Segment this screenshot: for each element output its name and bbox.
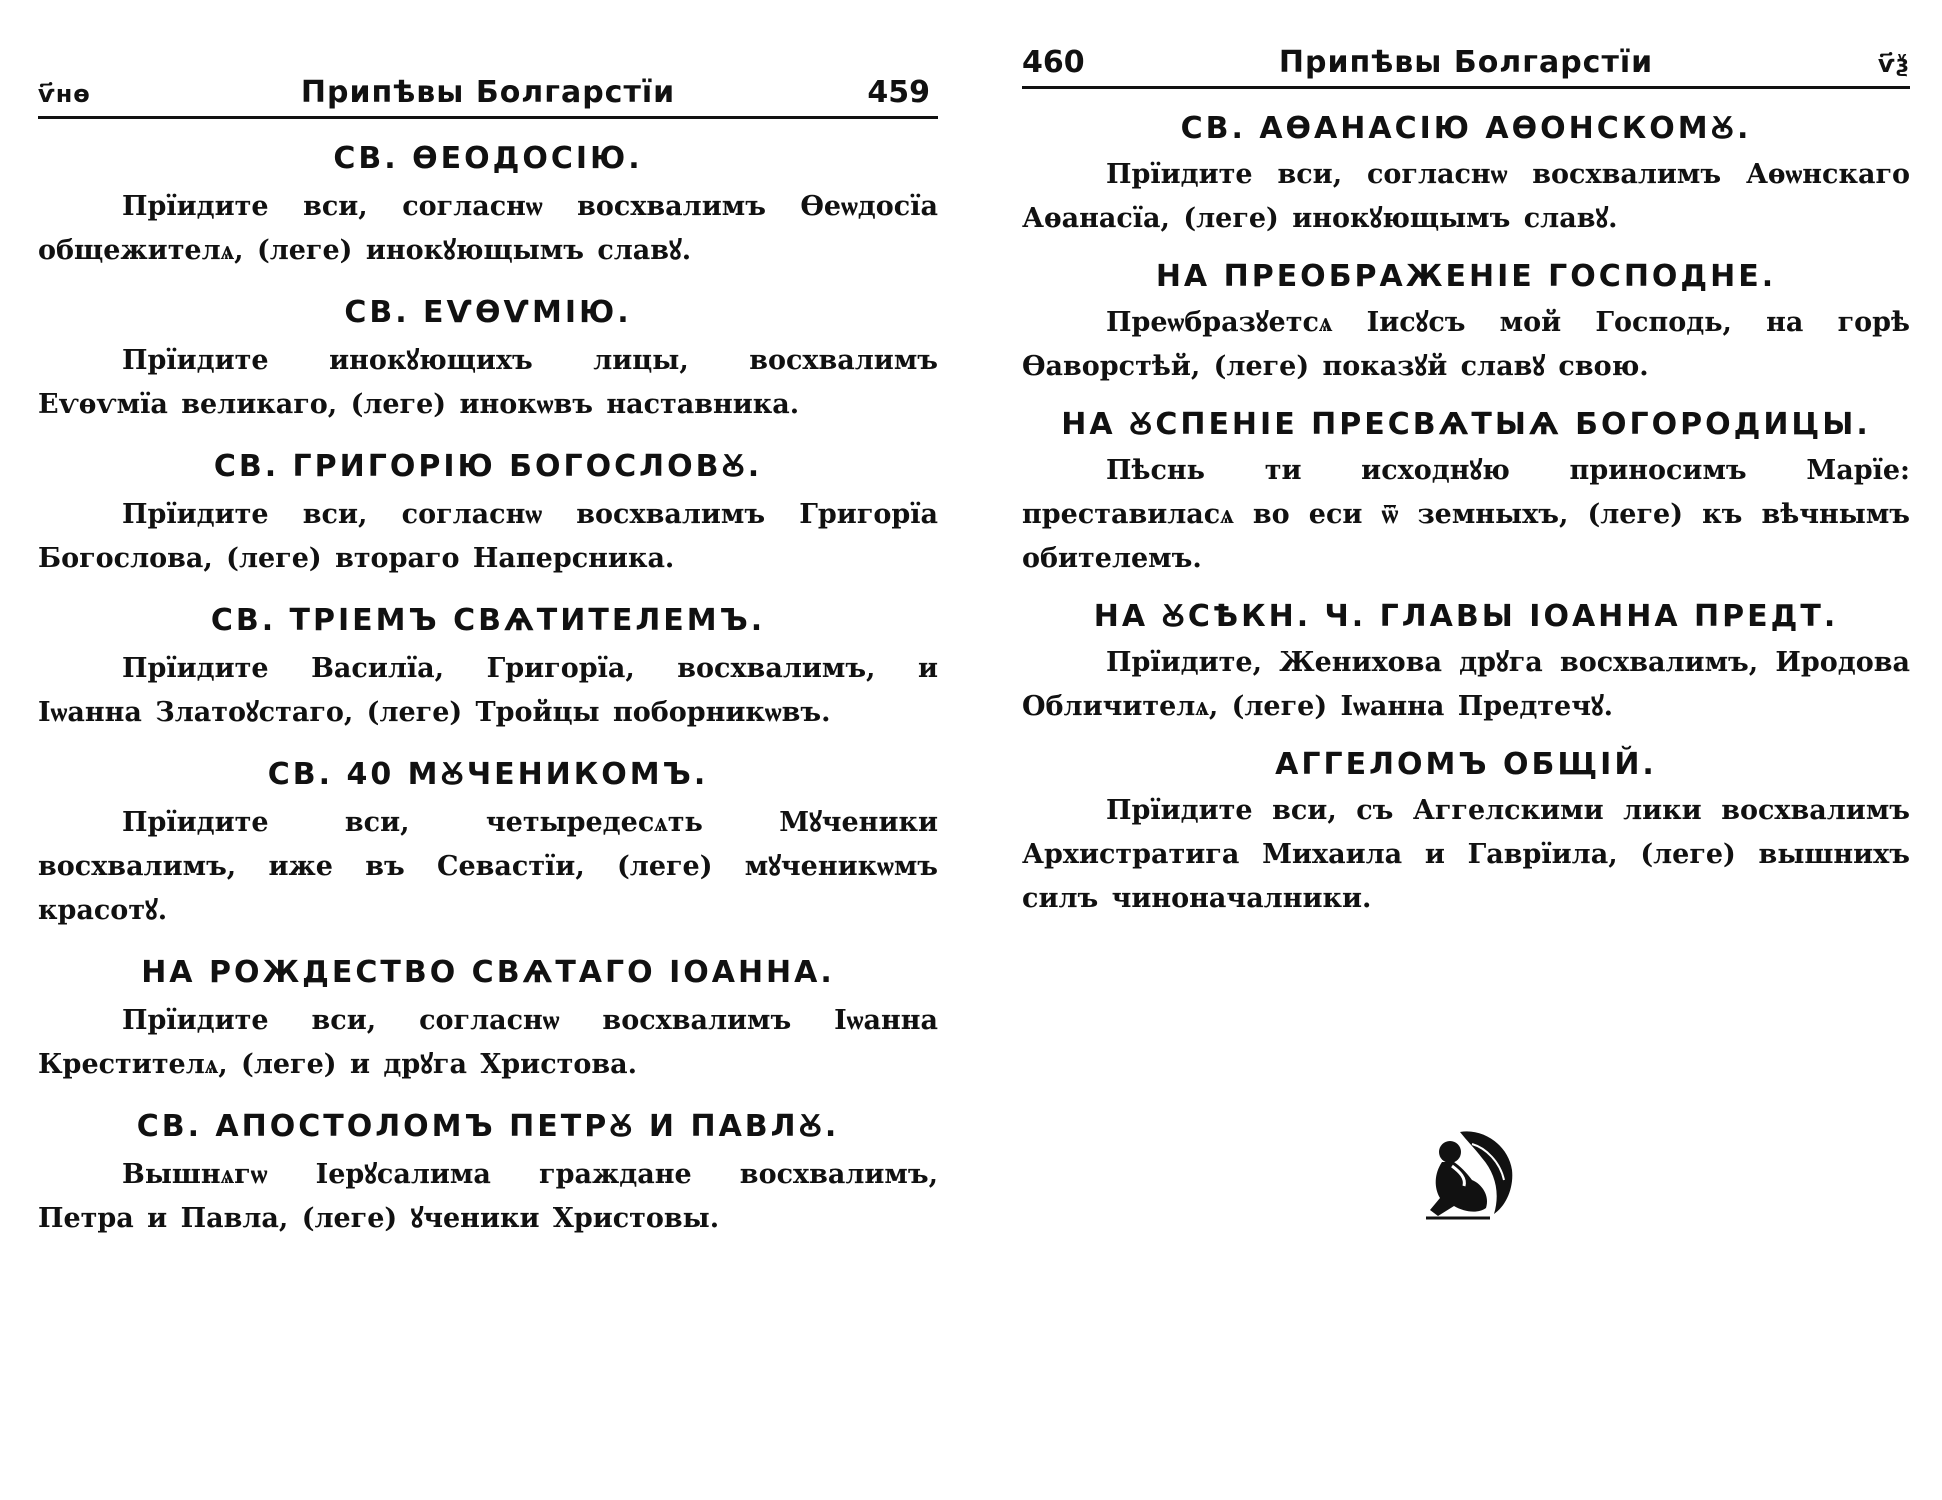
entry-text: Преѡбразꙋетсѧ Іисꙋсъ мой Господь, на горѣ Ѳаворстѣй, (леге) показꙋй славꙋ свою. [1022, 307, 1910, 382]
entry [38, 603, 938, 735]
entry-text: Прїидите, Женихова дрꙋга восхвалимъ, Иродова Обличителѧ, (леге) Іѡанна Предтечꙋ. [1022, 647, 1910, 722]
entry [1022, 599, 1910, 729]
entry-heading: НА ПРЕОБРАЖЕНІЕ ГОСПОДНЕ. [1155, 259, 1777, 294]
entry-text: Вышнѧгѡ Іерꙋсалима граждане восхвалимъ, Петра и Павла, (леге) ꙋченики Христовы. [38, 1159, 938, 1234]
entries-list [38, 119, 938, 1241]
running-title: Припѣвы Болгарстїи [300, 75, 676, 110]
entry-text: Прїидите вси, согласнѡ восхвалимъ Григорїа Богослова, (леге) втораго Наперсника. [38, 499, 938, 574]
entry-text: Пѣснь ти исходнꙋю приносимъ Марїе: преставиласѧ во еси ѿ земныхъ, (леге) къ вѣчнымъ обителемъ. [1022, 455, 1910, 574]
entry [1022, 259, 1910, 389]
page-number: 459 [867, 75, 930, 110]
left-page [38, 0, 938, 1263]
entry-heading: СВ. ѲЕОДОСІЮ. [333, 141, 643, 176]
running-head-left [38, 64, 938, 119]
entry-heading: СВ. ЕѴѲѴМІЮ. [344, 295, 632, 330]
entry [38, 955, 938, 1087]
entry-text: Прїидите вси, согласнѡ восхвалимъ Аѳѡнскаго Аѳанасїа, (леге) инокꙋющымъ славꙋ. [1022, 159, 1910, 234]
entry-heading: СВ. АѲАНАСІЮ АѲОНСКОМꙊ. [1180, 111, 1752, 146]
entry [38, 1109, 938, 1241]
entry-heading: НА РОЖДЕСТВО СВѦТАГО ІОАННА. [141, 955, 835, 990]
corner-numeral: ѵ҃ѯ [1877, 50, 1910, 78]
right-page [1022, 0, 1910, 939]
entry-heading: СВ. 40 МꙊЧЕНИКОМЪ. [267, 757, 709, 792]
corner-numeral: ѵ҃нѳ [38, 80, 91, 108]
entry-text: Прїидите Василїа, Григорїа, восхвалимъ, и Іѡанна Златоꙋстаго, (леге) Тройцы поборникѡвъ. [38, 653, 938, 728]
entry-heading: НА ꙊСПЕНІЕ ПРЕСВѦТЫѦ БОГОРОДИЦЫ. [1061, 407, 1871, 442]
running-head-right [1022, 28, 1910, 89]
running-title: Припѣвы Болгарстїи [1278, 45, 1654, 80]
entries-list [1022, 89, 1910, 921]
entry-heading: СВ. ГРИГОРІЮ БОГОСЛОВꙊ. [213, 449, 763, 484]
entry [38, 295, 938, 427]
entry-text: Прїидите вси, четыредесѧть Мꙋченики восхвалимъ, иже въ Севастїи, (леге) мꙋченикѡмъ красотꙋ. [38, 807, 938, 926]
entry [38, 141, 938, 273]
entry-heading: СВ. ТРІЕМЪ СВѦТИТЕЛЕМЪ. [210, 603, 766, 638]
entry-heading: СВ. АПОСТОЛОМЪ ПЕТРꙊ И ПАВЛꙊ. [136, 1109, 840, 1144]
angel-vignette-icon [1420, 1122, 1516, 1222]
entry [38, 757, 938, 933]
entry-heading: АГГЕЛОМЪ ОБЩІЙ. [1275, 747, 1657, 782]
entry-text: Прїидите вси, съ Аггелскими лики восхвалимъ Архистратига Михаила и Гаврїила, (леге) вышнихъ силъ чиноначалники. [1022, 795, 1910, 914]
entry-heading: НА ꙊСѢКН. Ч. ГЛАВЫ ІОАННА ПРЕДТ. [1093, 599, 1839, 634]
entry-text: Прїидите вси, согласнѡ восхвалимъ Ѳеѡдосїа общежителѧ, (леге) инокꙋющымъ славꙋ. [38, 191, 938, 266]
entry [1022, 407, 1910, 581]
entry [38, 449, 938, 581]
entry [1022, 747, 1910, 921]
entry [1022, 111, 1910, 241]
entry-text: Прїидите инокꙋющихъ лицы, восхвалимъ Еѵѳѵмїа великаго, (леге) инокѡвъ наставника. [38, 345, 938, 420]
page-number: 460 [1022, 45, 1085, 80]
entry-text: Прїидите вси, согласнѡ восхвалимъ Іѡанна Крестителѧ, (леге) и дрꙋга Христова. [38, 1005, 938, 1080]
